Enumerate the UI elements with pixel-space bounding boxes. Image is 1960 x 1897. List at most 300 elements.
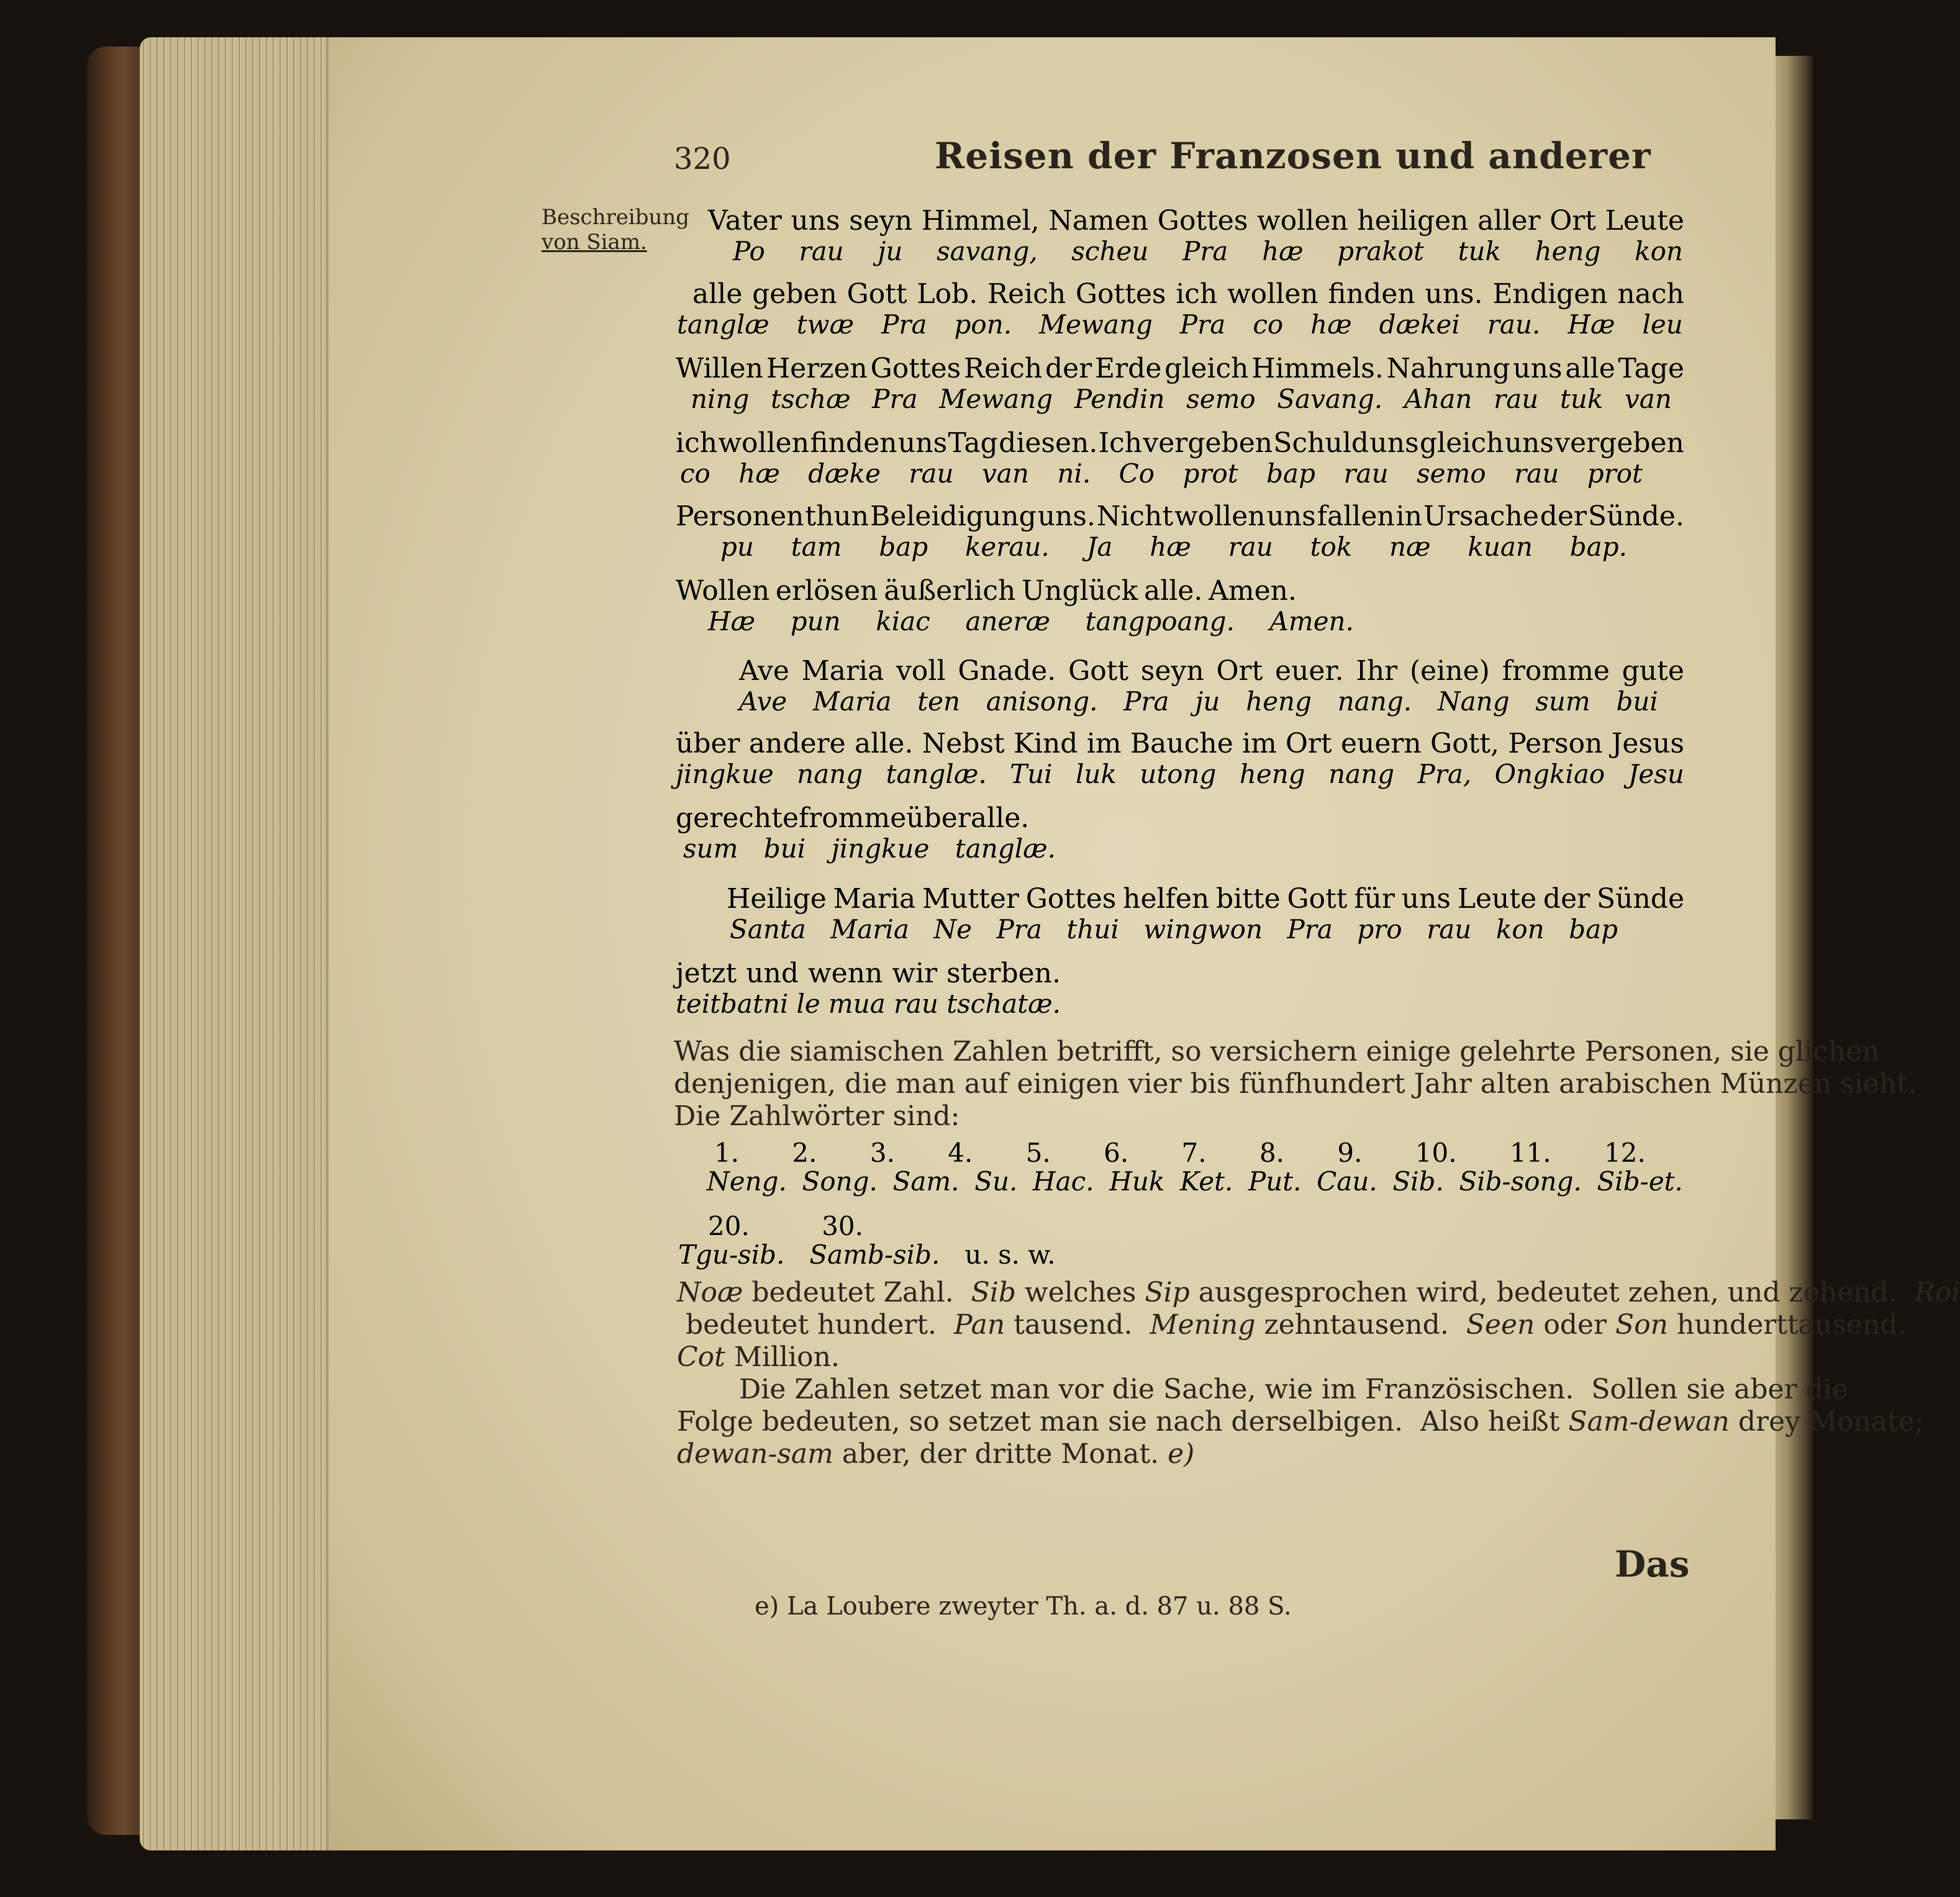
word: dæke — [808, 458, 881, 489]
word: Pra — [1287, 914, 1333, 944]
word: Gott — [846, 278, 907, 310]
siamese-term: Noæ — [677, 1277, 743, 1308]
word: über — [676, 728, 740, 759]
siamese-term: Mening — [1150, 1309, 1256, 1341]
word: 5. — [1025, 1138, 1051, 1168]
word: Nahrung — [1386, 353, 1510, 384]
word: pon. — [954, 309, 1012, 340]
word: im Ort — [1242, 728, 1332, 759]
text-run: drey Monate; — [1729, 1406, 1924, 1437]
word: helfen — [1123, 883, 1210, 915]
word: Maria — [812, 686, 892, 717]
word: Ihr — [1356, 655, 1398, 687]
text-line — [677, 1279, 1960, 1306]
word: van — [982, 458, 1029, 489]
word: Samb-sib. — [809, 1239, 940, 1270]
word: wenn — [808, 958, 883, 989]
word: hæ — [1310, 309, 1352, 340]
word: heng — [1239, 759, 1305, 789]
word: utong — [1140, 759, 1217, 789]
german-line — [739, 655, 1684, 687]
word: rau — [1228, 532, 1273, 562]
word: gleich — [1164, 353, 1249, 384]
word: ten — [917, 686, 961, 717]
word: Kind — [1014, 728, 1078, 759]
word: semo — [1186, 384, 1256, 414]
word: 10. — [1415, 1138, 1457, 1168]
word: Himmels. — [1251, 353, 1384, 384]
word: bap — [1266, 458, 1315, 489]
word: luk — [1075, 759, 1117, 789]
sidenote-line: von Siam. — [542, 230, 647, 255]
german-line — [676, 353, 1684, 384]
text-line: denjenigen, die man auf einigen vier bis fünfhundert Jahr alten arabischen Münzen sieht. — [674, 1068, 1917, 1100]
word: wollen — [718, 427, 810, 459]
word: 30. — [822, 1211, 863, 1241]
text-line — [739, 1376, 1848, 1403]
word: Sam. — [892, 1166, 960, 1197]
word: Ave — [739, 655, 789, 687]
word: Maria — [830, 914, 909, 944]
word: nang. — [1337, 686, 1412, 717]
text-run: welches — [1016, 1277, 1145, 1308]
word: Maria — [801, 655, 884, 687]
word: aneræ — [965, 606, 1050, 636]
word: tschæ — [771, 384, 851, 414]
word: uns. — [1425, 278, 1483, 310]
word: rau — [1343, 458, 1389, 489]
text-run: zehntausend. — [1255, 1309, 1466, 1341]
word: tuk — [1560, 384, 1604, 414]
word: Unglück — [1022, 575, 1138, 607]
word: hæ — [1150, 532, 1191, 562]
word: scheu — [1071, 236, 1149, 266]
word: Su. — [974, 1166, 1018, 1197]
word: kuan — [1468, 532, 1533, 562]
german-line — [676, 500, 1684, 532]
word: Neng. — [707, 1166, 787, 1197]
sidenote — [542, 205, 689, 255]
word: Ich — [1098, 427, 1143, 459]
german-line — [676, 802, 1030, 834]
text-run: tausend. — [1005, 1309, 1150, 1341]
word: 11. — [1509, 1138, 1551, 1168]
word: thun — [805, 500, 869, 532]
siamese-term: dewan-sam — [677, 1438, 833, 1470]
word: sterben. — [946, 958, 1061, 989]
siamese-line — [730, 914, 1618, 944]
word: euer. — [1275, 655, 1344, 687]
word: rau — [1427, 914, 1472, 944]
word: wollen — [1174, 500, 1266, 532]
word: Leute — [1457, 883, 1537, 915]
word: Tui — [1010, 759, 1053, 789]
word: Jesus — [1611, 728, 1684, 759]
word: Mewang — [939, 384, 1053, 414]
word: tanglæ — [677, 309, 769, 340]
text-run: bedeutet hundert. — [677, 1309, 955, 1341]
word: heiligen — [1357, 205, 1469, 237]
word: gerechte — [676, 802, 799, 834]
text-line — [677, 1408, 1924, 1436]
word: 4. — [948, 1138, 973, 1168]
german-line — [676, 728, 1684, 759]
word: Gottes — [1075, 278, 1166, 310]
word: rau — [799, 236, 844, 266]
text-line — [677, 1341, 840, 1373]
siamese-term: Roi — [1914, 1277, 1960, 1308]
word: Savang. — [1277, 384, 1383, 414]
siamese-term: Son — [1615, 1309, 1669, 1341]
word: wir — [892, 958, 938, 989]
word: fromme — [1502, 655, 1610, 687]
word: alle — [1565, 353, 1615, 384]
word: jetzt — [676, 958, 737, 989]
siamese-term: Pan — [954, 1309, 1005, 1341]
siamese-line — [708, 1211, 863, 1241]
word: Pra — [881, 309, 927, 340]
siamese-line — [676, 759, 1684, 789]
word: uns — [791, 205, 840, 237]
german-line — [676, 575, 1297, 607]
word: rau. — [1487, 309, 1541, 340]
word: Gott — [1068, 655, 1129, 687]
word: Hæ — [1568, 309, 1615, 340]
text-run: ausgesprochen wird, bedeutet zehen, und zehend. — [1189, 1277, 1915, 1308]
word: tok — [1310, 532, 1353, 562]
word: Tage — [1618, 353, 1684, 384]
word: Endigen — [1492, 278, 1608, 310]
german-line — [727, 883, 1684, 915]
word: ich — [1176, 278, 1218, 310]
word: ich — [676, 427, 718, 459]
word: äußerlich — [884, 575, 1016, 607]
word: bui — [1616, 686, 1658, 717]
word: tschatæ. — [946, 989, 1061, 1019]
word: 8. — [1259, 1138, 1285, 1168]
word: wingwon — [1143, 914, 1263, 944]
word: ni. — [1057, 458, 1091, 489]
catchword: Das — [1615, 1543, 1690, 1585]
word: bap — [1569, 914, 1618, 944]
text-line: Die Zahlwörter sind: — [674, 1100, 960, 1132]
word: Sünde. — [1587, 500, 1684, 532]
text-line — [677, 1438, 1195, 1470]
word: Ket. — [1179, 1166, 1233, 1197]
word: uns — [1369, 427, 1419, 459]
word: Sib-song. — [1459, 1166, 1582, 1197]
word: bap — [879, 532, 928, 562]
word: mua — [828, 989, 886, 1019]
word: Ahan — [1404, 384, 1472, 414]
word: (eine) — [1409, 655, 1490, 687]
text-line: Was die siamischen Zahlen betrifft, so versichern einige gelehrte Personen, sie glichen — [674, 1036, 1880, 1067]
word: seyn — [1140, 655, 1204, 687]
word: van — [1625, 384, 1672, 414]
word: Gottes — [1157, 205, 1248, 237]
word: erlösen — [775, 575, 878, 607]
word: tangpoang. — [1085, 606, 1235, 636]
word: tanglæ. — [886, 759, 987, 789]
word: nach — [1617, 278, 1684, 310]
word: in — [1395, 500, 1423, 532]
word: Pra — [1182, 236, 1228, 266]
word: leu — [1642, 309, 1683, 340]
word: Ave — [739, 686, 787, 717]
word: prot — [1587, 458, 1643, 489]
word: dækei — [1379, 309, 1460, 340]
word: ju — [878, 236, 903, 266]
word: Amen. — [1209, 575, 1297, 607]
word: semo — [1417, 458, 1486, 489]
word: alle. — [970, 802, 1030, 834]
word: aller — [1477, 205, 1541, 237]
word: jingkue — [831, 833, 930, 864]
word: Heilige — [727, 883, 827, 915]
word: für — [1354, 883, 1395, 915]
word: gute — [1622, 655, 1684, 687]
siamese-line — [714, 1138, 1646, 1168]
word: kerau. — [964, 532, 1050, 562]
word: im — [1086, 728, 1122, 759]
word: pro — [1357, 914, 1402, 944]
word: euern — [1340, 728, 1422, 759]
word: heng — [1246, 686, 1312, 717]
german-line — [676, 427, 1684, 459]
german-line — [692, 278, 1684, 310]
word: kiac — [876, 606, 930, 636]
word: Ne — [933, 914, 973, 944]
page-edges — [140, 37, 326, 1850]
siamese-term: Seen — [1466, 1309, 1535, 1341]
german-line — [708, 205, 1684, 237]
word: nang — [797, 759, 863, 789]
word: heng — [1535, 236, 1601, 266]
word: uns — [1266, 500, 1316, 532]
word: diesen. — [999, 427, 1098, 459]
word: Gott — [1287, 883, 1348, 915]
word: finden — [1328, 278, 1415, 310]
word: Ursache — [1423, 500, 1539, 532]
word: næ — [1389, 532, 1431, 562]
word: uns — [897, 427, 948, 459]
word: Bauche — [1130, 728, 1233, 759]
word: finden — [810, 427, 897, 459]
word: thui — [1066, 914, 1119, 944]
word: wollen — [1257, 205, 1348, 237]
word: Pra — [1123, 686, 1169, 717]
word: 7. — [1181, 1138, 1207, 1168]
word: anisong. — [986, 686, 1098, 717]
word: bap. — [1569, 532, 1627, 562]
word: le — [796, 989, 820, 1019]
word: teitbatni — [676, 989, 789, 1019]
word: Maria — [833, 883, 916, 915]
word: pun — [790, 606, 841, 636]
word: ju — [1195, 686, 1220, 717]
word: Cau. — [1317, 1166, 1377, 1197]
siamese-line — [720, 532, 1627, 562]
running-title: Reisen der Franzosen und anderer — [935, 135, 1651, 177]
word: bitte — [1216, 883, 1281, 915]
text-run: Die Zahlen setzet man vor die Sache, wie im Französischen. Sollen sie aber die — [739, 1374, 1848, 1405]
text-run: hunderttausend. — [1668, 1309, 1907, 1341]
word: vergeben — [1554, 427, 1684, 459]
word: Santa — [730, 914, 806, 944]
word: 20. — [708, 1211, 750, 1241]
text-run: Million. — [725, 1341, 840, 1373]
right-page-edge — [1770, 56, 1813, 1819]
word: andere — [748, 728, 846, 759]
word: vergeben — [1143, 427, 1273, 459]
text-line — [677, 1311, 1906, 1339]
word: nang — [1328, 759, 1395, 789]
word: Lob. — [917, 278, 978, 310]
word: Pra — [872, 384, 918, 414]
word: geben — [752, 278, 837, 310]
word: Namen — [1048, 205, 1149, 237]
word: jingkue — [676, 759, 774, 789]
word: alle. — [1144, 575, 1203, 607]
word: Herzen — [766, 353, 868, 384]
siamese-line — [739, 686, 1658, 717]
word: Erde — [1095, 353, 1162, 384]
word: Ja — [1086, 532, 1113, 562]
word: Co — [1118, 458, 1155, 489]
word: Mutter — [922, 883, 1019, 915]
word: Gnade. — [958, 655, 1056, 687]
siamese-term: Sib — [971, 1277, 1017, 1308]
siamese-line — [680, 458, 1643, 489]
word: Sib. — [1392, 1166, 1444, 1197]
word: Schuld — [1273, 427, 1369, 459]
word: 12. — [1604, 1138, 1646, 1168]
word: Tag — [948, 427, 998, 459]
word: Vater — [708, 205, 782, 237]
word: Hæ — [708, 606, 756, 636]
siamese-line — [683, 833, 1056, 864]
word: kon — [1635, 236, 1683, 266]
word: 1. — [714, 1138, 740, 1168]
word: wollen — [1227, 278, 1318, 310]
word: Beleidigung — [869, 500, 1037, 532]
word: fromme — [798, 802, 907, 834]
siamese-term: Sam-dewan — [1568, 1406, 1730, 1437]
siamese-term: Cot — [677, 1341, 725, 1373]
word: prot — [1182, 458, 1238, 489]
word: Pra — [1179, 309, 1226, 340]
word: Po — [733, 236, 765, 266]
text-run: aber, der dritte Monat. — [833, 1438, 1168, 1470]
word: sum — [683, 833, 738, 864]
word: Himmel, — [921, 205, 1040, 237]
word: hæ — [738, 458, 780, 489]
german-line — [676, 958, 1061, 989]
word: bui — [763, 833, 806, 864]
siamese-line — [678, 1239, 1056, 1270]
word: tam — [791, 532, 842, 562]
word: Pra — [996, 914, 1042, 944]
word: rau — [1494, 384, 1539, 414]
word: Sib-et. — [1597, 1166, 1683, 1197]
word: Gott, — [1430, 728, 1500, 759]
word: 9. — [1337, 1138, 1363, 1168]
word: prakot — [1337, 236, 1424, 266]
word: rau — [1514, 458, 1559, 489]
siamese-line — [677, 309, 1683, 340]
word: Gottes — [1025, 883, 1117, 915]
word: voll — [896, 655, 946, 687]
word: Pendin — [1074, 384, 1165, 414]
word: alle — [692, 278, 743, 310]
word: uns — [1504, 427, 1554, 459]
word: tanglæ. — [955, 833, 1056, 864]
word: Tgu-sib. — [678, 1239, 785, 1270]
word: 3. — [869, 1138, 895, 1168]
word: Song. — [802, 1166, 878, 1197]
word: 2. — [792, 1138, 817, 1168]
word: Ort — [1216, 655, 1263, 687]
word: Nang — [1437, 686, 1510, 717]
word: uns — [1513, 353, 1563, 384]
word: Nebst — [922, 728, 1005, 759]
word: tuk — [1458, 236, 1501, 266]
word: 6. — [1104, 1138, 1129, 1168]
word: Huk — [1109, 1166, 1165, 1197]
word: Hac. — [1033, 1166, 1094, 1197]
text-run: oder — [1535, 1309, 1616, 1341]
word: uns — [1401, 883, 1451, 915]
word: der — [1045, 353, 1092, 384]
siamese-term: Sip — [1145, 1277, 1190, 1308]
siamese-line — [707, 1166, 1683, 1197]
word: hæ — [1262, 236, 1304, 266]
word: Ort — [1549, 205, 1596, 237]
word: rau — [909, 458, 954, 489]
word: twæ — [796, 309, 855, 340]
etc-abbrev: u. s. w. — [964, 1239, 1056, 1270]
word: fallen — [1317, 500, 1395, 532]
word: Gottes — [870, 353, 961, 384]
word: gleich — [1419, 427, 1504, 459]
word: rau — [893, 989, 939, 1019]
word: Jesu — [1628, 759, 1684, 789]
word: Pra, — [1417, 759, 1472, 789]
siamese-line — [691, 384, 1672, 414]
text-run: Folge bedeuten, so setzet man sie nach derselbigen. Also heißt — [677, 1406, 1569, 1437]
siamese-line — [733, 236, 1683, 266]
word: Put. — [1248, 1166, 1302, 1197]
word: savang, — [937, 236, 1038, 266]
siamese-line — [708, 606, 1354, 636]
word: Nicht — [1096, 500, 1174, 532]
word: Amen. — [1269, 606, 1354, 636]
word: Ongkiao — [1494, 759, 1605, 789]
word: Person — [1508, 728, 1603, 759]
word: Reich — [987, 278, 1066, 310]
word: der — [1540, 500, 1587, 532]
word: Mewang — [1039, 309, 1153, 340]
page-number: 320 — [674, 142, 731, 176]
word: seyn — [849, 205, 913, 237]
word: co — [680, 458, 710, 489]
word: Leute — [1605, 205, 1684, 237]
sidenote-line: Beschreibung — [542, 205, 690, 230]
word: Wollen — [676, 575, 770, 607]
word: Sünde — [1596, 883, 1684, 915]
word: Personen — [676, 500, 804, 532]
word: pu — [720, 532, 754, 562]
